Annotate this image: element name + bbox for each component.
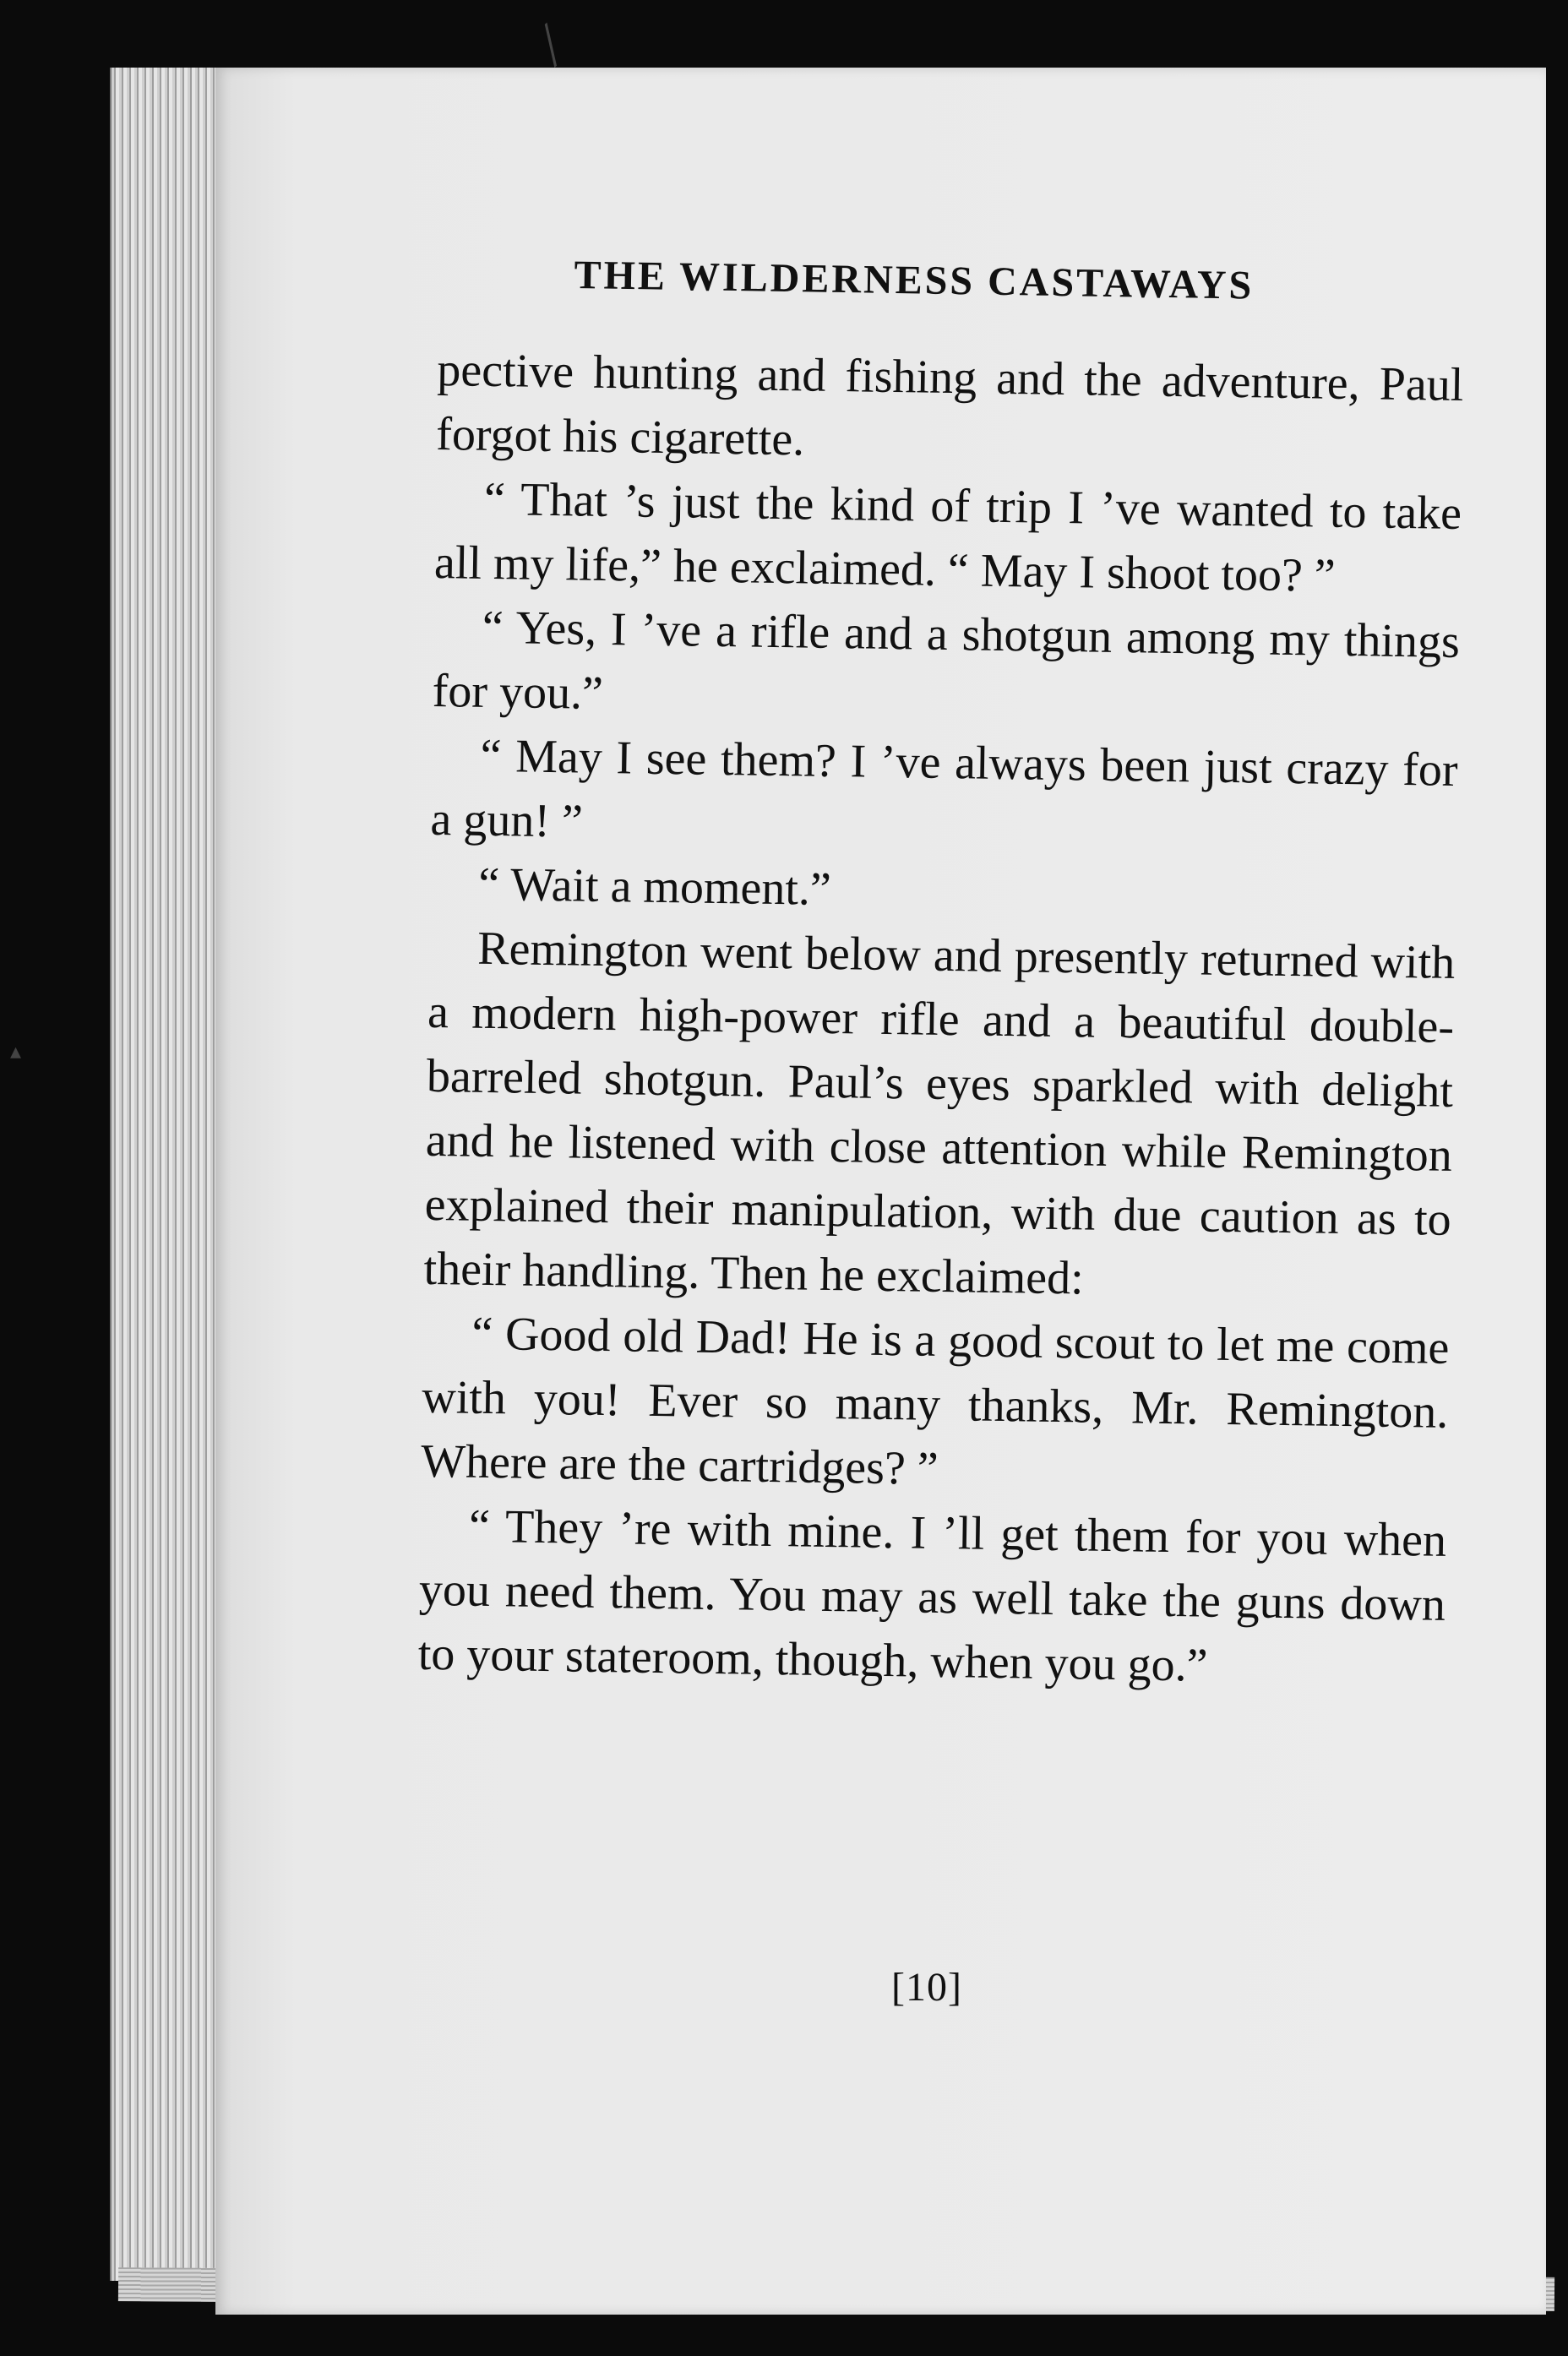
paragraph: pective hunting and fishing and the adventure, Paul forgot his cigarette. — [435, 343, 1464, 466]
paragraph: “ Wait a moment.” — [477, 857, 832, 916]
paragraph: “ May I see them? I ’ve always been just crazy for a gun! ” — [430, 729, 1458, 848]
paragraph: “ Yes, I ’ve a rifle and a shotgun among my things for you.” — [432, 601, 1461, 720]
paragraph: “ Good old Dad! He is a good scout to let me come with you! Ever so many thanks, Mr. Remington. Where are the cartridges? ” — [420, 1307, 1450, 1495]
page-number: [10] — [891, 1965, 962, 2010]
paragraph: Remington went below and presently returned with a modern high-power rifle and a beautiful double-barreled shotgun. Paul’s eyes sparkled with delight and he listened with close attention while Remington explained their manipulation, with due caution as to their handling. Then he exclaimed: — [423, 922, 1456, 1305]
running-head: THE WILDERNESS CASTAWAYS — [574, 252, 1255, 308]
paragraph: “ That ’s just the kind of trip I ’ve wanted to take all my life,” he exclaimed. “ May I shoot too? ” — [433, 472, 1462, 602]
scan-speck: ╱ — [531, 24, 571, 67]
scan-speck: ▴ — [10, 1039, 22, 1064]
paragraph: “ They ’re with mine. I ’ll get them for you when you need them. You may as well take the guns down to your stateroom, though, when you go.” — [417, 1499, 1447, 1692]
body-text — [417, 338, 1464, 1701]
